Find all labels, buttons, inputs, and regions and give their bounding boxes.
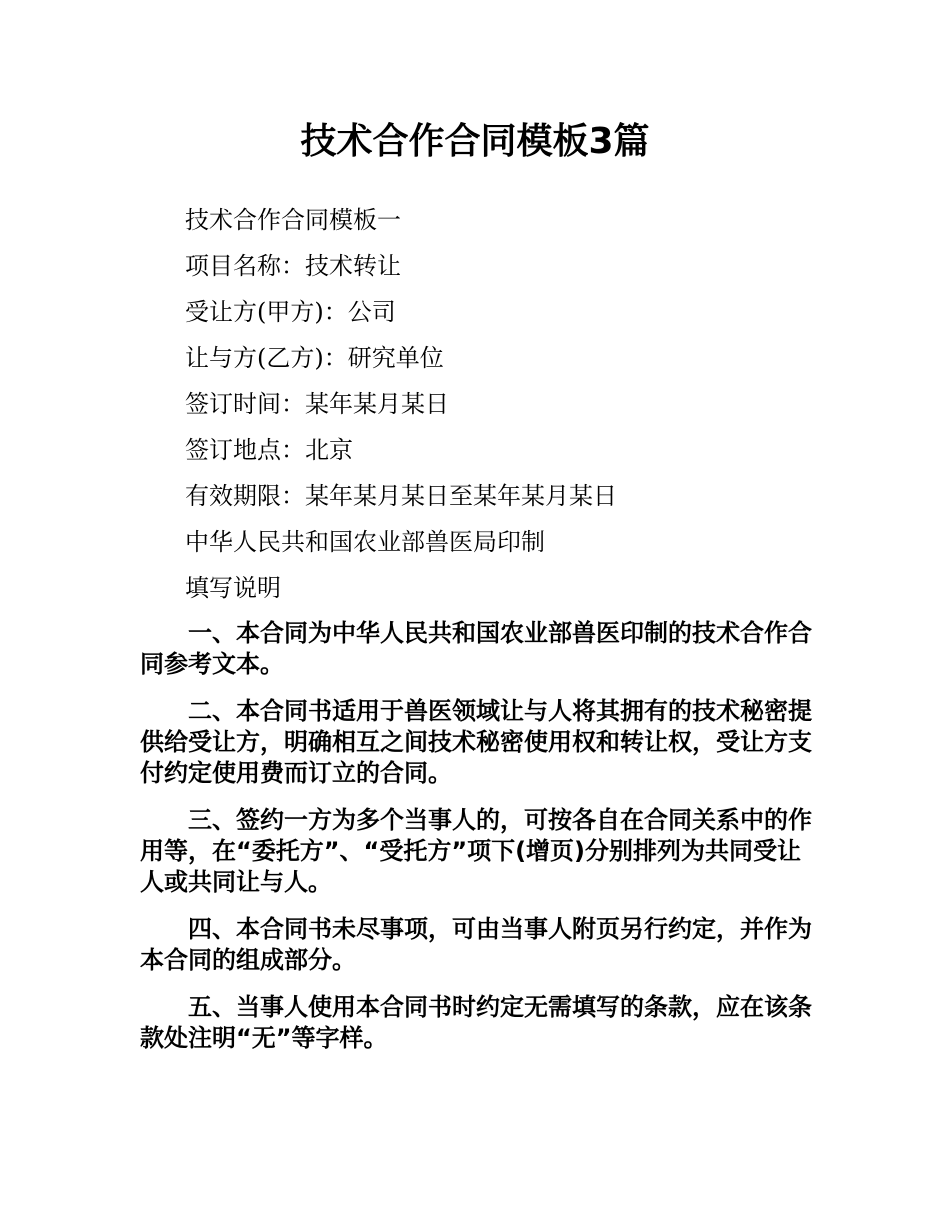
issuer-line: 中华人民共和国农业部兽医局印制 (185, 528, 545, 556)
template-subtitle: 技术合作合同模板一 (185, 206, 401, 234)
project-name-line: 项目名称：技术转让 (185, 252, 401, 280)
validity-period-line: 有效期限：某年某月某日至某年某月某日 (185, 482, 617, 510)
instruction-paragraph-3: 三、签约一方为多个当事人的，可按各自在合同关系中的作用等，在“委托方”、“受托方”项下(增页)分别排列为共同受让人或共同让与人。 (140, 806, 812, 896)
instruction-paragraph-2: 二、本合同书适用于兽医领域让与人将其拥有的技术秘密提供给受让方，明确相互之间技术秘密使用权和转让权，受让方支付约定使用费而订立的合同。 (140, 697, 812, 787)
signing-place-line: 签订地点：北京 (185, 436, 353, 464)
transferee-line: 受让方(甲方)：公司 (185, 298, 396, 326)
instructions-section (140, 618, 812, 1070)
instruction-paragraph-4: 四、本合同书未尽事项，可由当事人附页另行约定，并作为本合同的组成部分。 (140, 915, 812, 974)
instruction-paragraph-1: 一、本合同为中华人民共和国农业部兽医印制的技术合作合同参考文本。 (140, 619, 812, 678)
instruction-paragraph-5: 五、当事人使用本合同书时约定无需填写的条款，应在该条款处注明“无”等字样。 (140, 993, 812, 1052)
instructions-heading: 填写说明 (185, 574, 281, 602)
transferor-line: 让与方(乙方)：研究单位 (185, 344, 444, 372)
document-title: 技术合作合同模板3篇 (300, 121, 650, 162)
signing-date-line: 签订时间：某年某月某日 (185, 390, 449, 418)
contract-info-list (185, 197, 617, 611)
